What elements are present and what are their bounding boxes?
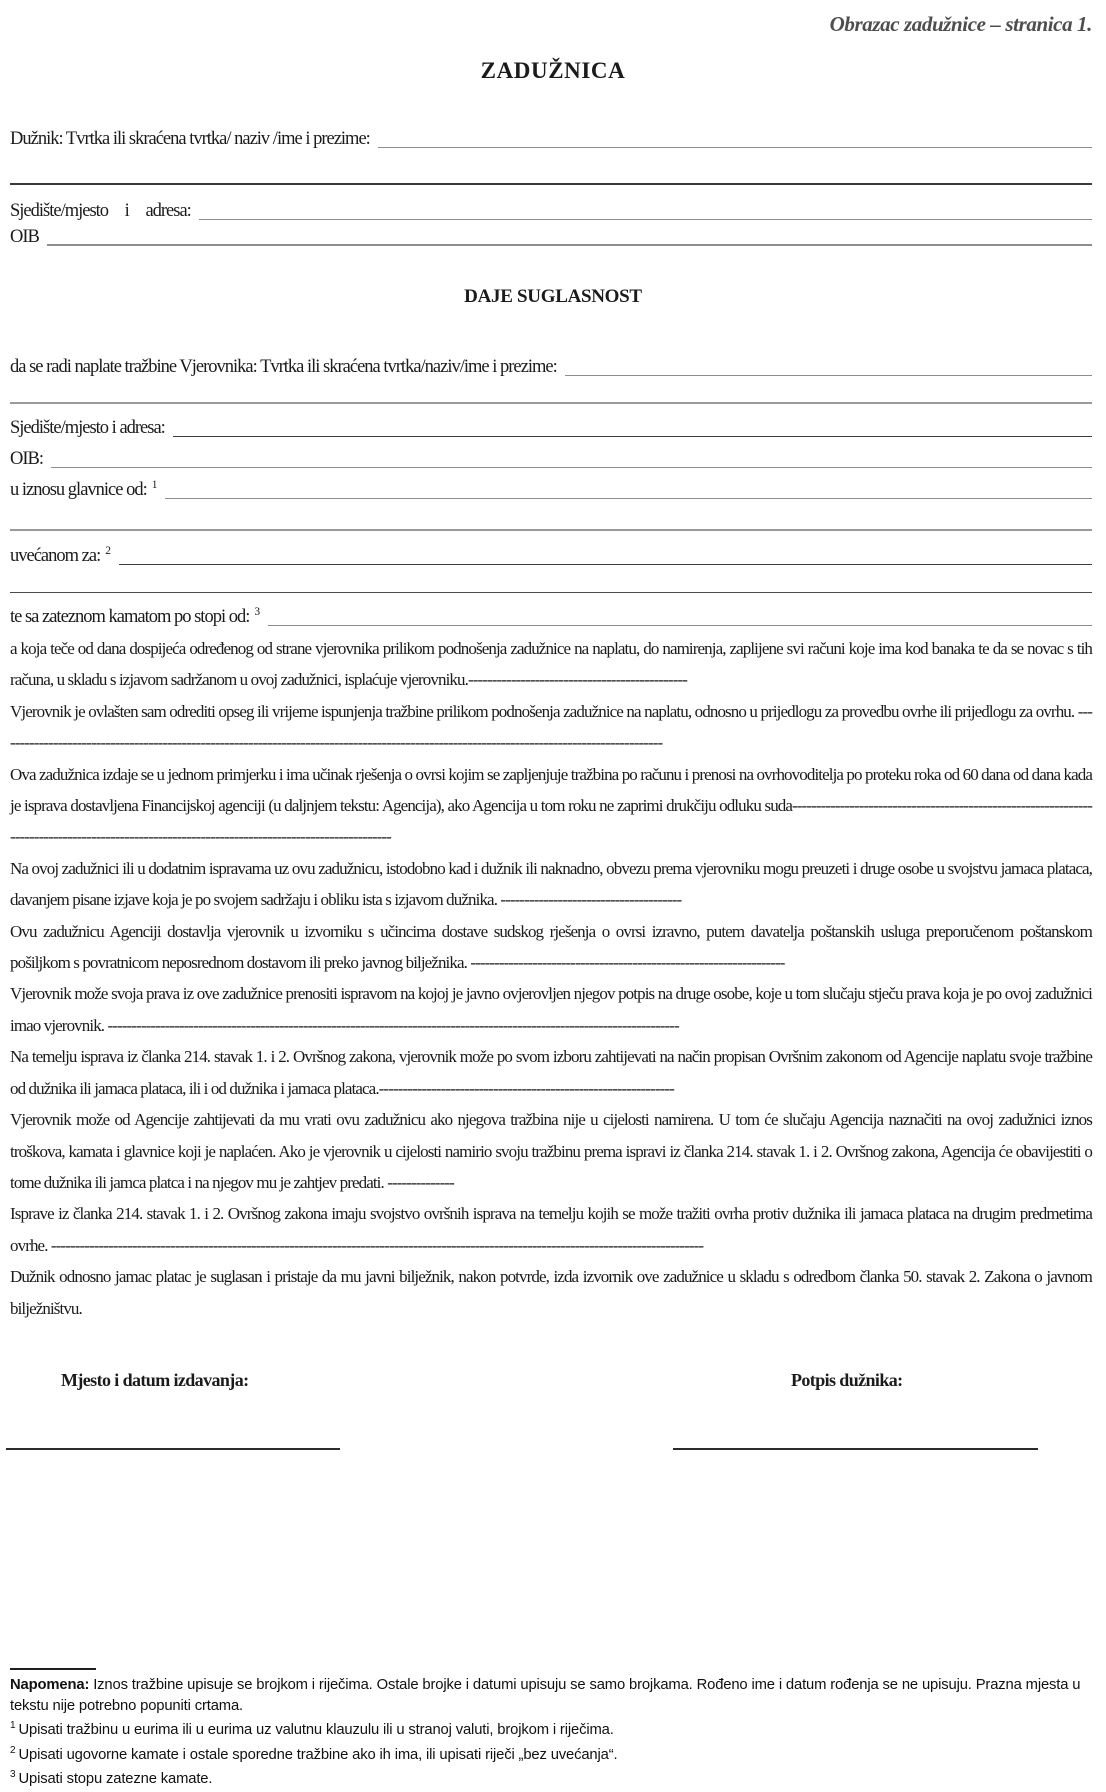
place-date-signature-line (6, 1448, 340, 1450)
debtor-name-field (10, 126, 1092, 150)
consent-heading: DAJE SUGLASNOST (464, 286, 642, 307)
default-interest-label: te sa zateznom kamatom po stopi od: $^3$ (10, 605, 261, 627)
clause-transfer-rights: Vjerovnik može svoja prava iz ove zadužnice prenositi ispravom na kojoj je javno ovjerovljen njegov potpis na druge osobe, koje u tom slučaju stječu prava koja je po ovoj zadužnici imao vjerovnik. ------------------------------------------------------------------------------------------------------------------------ (10, 984, 1092, 1035)
creditor-oib-label: OIB: (10, 449, 43, 469)
footnote-1-marker: 1 (10, 1720, 16, 1732)
clauses-section (10, 633, 1092, 1324)
creditor-oib-field (10, 446, 1092, 470)
footnote-napomena (10, 1675, 1092, 1716)
place-date-label: Mjesto i datum izdavanja: (61, 1370, 249, 1390)
debtor-signature-line (673, 1448, 1038, 1450)
clause-guarantors: Na ovoj zadužnici ili u dodatnim ispravama uz ovu zadužnicu, istodobno kad i dužnik ili naknadno, obvezu prema vjerovniku mogu preuzeti i druge osobe u svojstvu jamaca plataca, davanjem pisane izjave koja je po svojem sadržaju i obliku ista s izjavom dužnika. -------------------------------------- (10, 858, 1092, 910)
clause-enforcement-documents: Isprave iz članka 214. stavak 1. i 2. Ovršnog zakona imaju svojstvo ovršnih isprava na temelju kojih se može tražiti ovrha protiv dužnika ili jamaca plataca na drugim predmetima ovrhe. ----------------------------------------------------------------------------------------------------------------------------------------- (10, 1204, 1092, 1255)
debtor-oib-label: OIB (10, 227, 39, 247)
footnotes-section (10, 1668, 1092, 1790)
principal-amount-field (10, 477, 1092, 501)
footnote-2-marker: 2 (10, 1744, 16, 1756)
increase-label: uvećanom za: $^2$ (10, 544, 111, 566)
footnote-ref-2: 2 (105, 544, 111, 557)
debtor-name-blank-line2 (10, 183, 1092, 185)
clause-seizure: a koja teče od dana dospijeća određenog od strane vjerovnika prilikom podnošenja zadužnice na naplatu, do namirenja, zaplijene svi računi koje ima kod banaka te da se novac s tih računa, u skladu s izjavom sadržanom u ovoj zadužnici, isplaćuje vjerovniku.---------------------------------------------- (10, 639, 1092, 690)
footnote-1 (10, 1716, 1092, 1741)
footnote-3-marker: 3 (10, 1769, 16, 1781)
debtor-address-label: Sjedište/mjesto i adresa: (10, 201, 191, 221)
creditor-address-label: Sjedište/mjesto i adresa: (10, 418, 165, 438)
clause-return-of-note: Vjerovnik može od Agencije zahtijevati da mu vrati ovu zadužnicu ako njegova tražbina nije u cijelosti namirena. U tom će slučaju Agencija naznačiti na ovoj zadužnici iznos troškova, kamata i glavnice koji je naplaćen. Ako je vjerovnik u cijelosti namirio svoju tražbinu prema ispravi iz članka 214. stavak 1. i 2. Ovršnog zakona, Agencija će obavijestiti o tome dužnika ili jamca platca i na njegov mu je zahtjev predati. -------------- (10, 1110, 1092, 1192)
principal-amount-blank-line2 (10, 529, 1092, 531)
increase-blank (119, 564, 1092, 565)
debtor-oib-blank (47, 244, 1092, 246)
form-header-note: Obrazac zadužnice – stranica 1. (829, 12, 1092, 36)
debtor-name-label: Dužnik: Tvrtka ili skraćena tvrtka/ naziv /ime i prezime: (10, 129, 370, 149)
footnote-ref-1: 1 (151, 478, 158, 491)
footnote-3 (10, 1765, 1092, 1790)
creditor-address-blank (173, 436, 1092, 437)
clause-delivery: Ovu zadužnicu Agenciji dostavlja vjerovnik u izvorniku s učincima dostave sudskog rješenja o ovrsi izravno, putem davatelja poštanskih usluga preporučenom poštanskom pošiljkom s povratnicom neposrednom dostavom ili preko javnog bilježnika. ------------------------------------------------------------------ (10, 921, 1092, 973)
creditor-name-blank (565, 375, 1092, 376)
debtor-signature-label: Potpis dužnika: (791, 1370, 903, 1390)
principal-amount-label: u iznosu glavnice od: $^1$ (10, 478, 158, 500)
principal-amount-blank (165, 498, 1092, 499)
increase-blank-line2 (10, 592, 1092, 593)
clause-single-copy: Ova zadužnica izdaje se u jednom primjerku i ima učinak rješenja o ovrsi kojim se zapljenjuje tražbina po računu i prenosi na ovrhovoditelja po proteku roka od 60 dana od dana kada je isprava dostavljena Financijskoj agenciji (u daljnjem tekstu: Agencija), ako Agencija u tom roku ne zaprimi drukčiju odluku suda----------------------------------------------------------------------------------------------------------------------------------------------- (10, 764, 1092, 847)
creditor-name-label: da se radi naplate tražbine Vjerovnika: Tvrtka ili skraćena tvrtka/naziv/ime i prezime: (10, 357, 557, 377)
default-interest-field (10, 604, 1092, 628)
footnote-napomena-label: Napomena: (10, 1677, 90, 1693)
footnote-separator-rule (10, 1668, 96, 1670)
creditor-address-field (10, 415, 1092, 439)
footnote-3-text: Upisati stopu zatezne kamate. (18, 1771, 213, 1788)
clause-notary-consent: Dužnik odnosno jamac platac je suglasan i pristaje da mu javni bilježnik, nakon potvrde, izda izvornik ove zadužnice u skladu s odredbom članka 50. stavak 2. Zakona o javnom bilježništvu. (10, 1267, 1092, 1318)
debtor-address-blank (199, 219, 1092, 220)
creditor-oib-blank (51, 467, 1092, 468)
increase-field (10, 543, 1092, 567)
debtor-address-field (10, 198, 1092, 222)
footnote-2-text: Upisati ugovorne kamate i ostale sporedne tražbine ako ih ima, ili upisati riječi „bez uvećanja“. (18, 1746, 618, 1763)
default-interest-blank (268, 625, 1092, 626)
clause-article-214-claim: Na temelju isprava iz članka 214. stavak 1. i 2. Ovršnog zakona, vjerovnik može po svom izboru zahtijevati na način propisan Ovršnim zakonom od Agencije naplatu svoje tražbine od dužnika ili jamaca plataca, ili i od dužnika i jamaca plataca.-------------------------------------------------------------- (10, 1047, 1092, 1098)
creditor-name-field (10, 354, 1092, 378)
creditor-name-blank-line2 (10, 402, 1092, 404)
footnote-2 (10, 1741, 1092, 1766)
footnote-napomena-text: Iznos tražbine upisuje se brojkom i riječima. Ostale brojke i datumi upisuju se samo brojkama. Rođeno ime i datum rođenja se ne upisuju. Prazna mjesta u tekstu nije potrebno popuniti crtama. (10, 1677, 1081, 1714)
debtor-oib-field (10, 224, 1092, 248)
footnote-1-text: Upisati tražbinu u eurima ili u eurima uz valutnu klauzulu ili u stranoj valuti, brojkom i riječima. (18, 1722, 614, 1739)
page-title: ZADUŽNICA (480, 58, 626, 83)
footnote-ref-3: 3 (254, 605, 261, 618)
clause-creditor-scope: Vjerovnik je ovlašten sam odrediti opseg ili vrijeme ispunjenja tražbine prilikom podnošenja zadužnice na naplatu, odnosno u prijedlogu za provedbu ovrhe ili prijedlogu za ovrhu. -------------------------------------------------------------------------------------------------------------------------------------------- (10, 701, 1092, 753)
debtor-name-blank (378, 147, 1092, 148)
